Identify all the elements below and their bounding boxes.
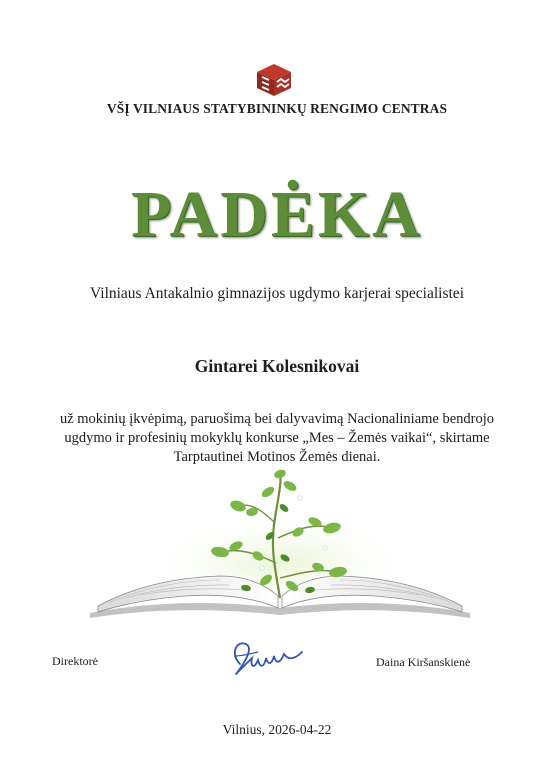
recipient-role: Vilniaus Antakalnio gimnazijos ugdymo karjerai specialistei [90,285,464,302]
organization-name: VŠĮ VILNIAUS STATYBININKŲ RENGIMO CENTRAS [106,101,448,116]
director-name: Daina Kiršanskienė [376,655,471,669]
place-and-date: Vilnius, 2026-04-22 [222,722,332,737]
handwritten-signature [222,634,312,680]
certificate-title: PADĖKA [131,178,423,251]
open-book-with-plant-illustration [70,468,490,623]
recipient-name: Gintarei Kolesnikovai [194,356,360,376]
vsrc-logo-icon [256,63,292,97]
award-reason: už mokinių įkvėpimą, paruošimą bei dalyvavimą Nacionaliniame bendrojo ugdymo ir profesinių mokyklų konkurse „Mes – Žemės vaikai“, skirtame Tarptautinei Motinos Žemės dienai. [59,411,495,465]
director-label: Direktorė [52,654,98,668]
